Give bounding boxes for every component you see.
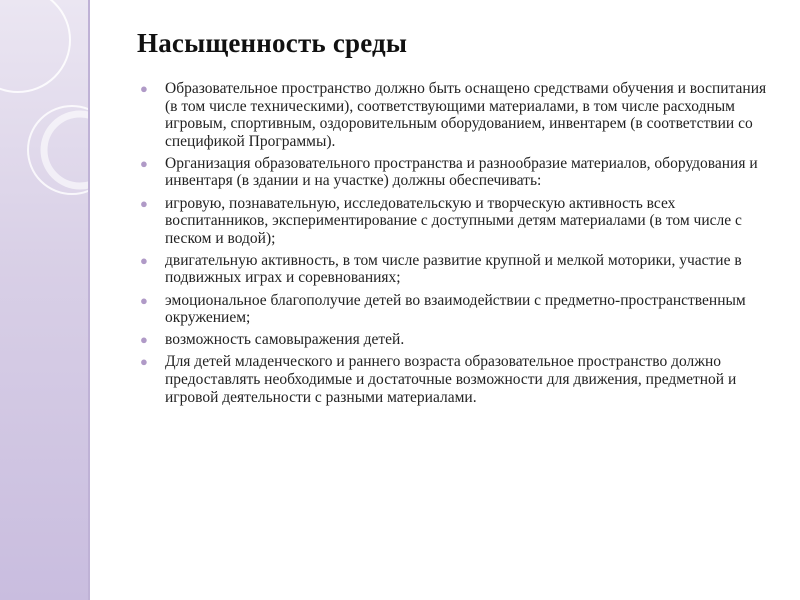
list-item xyxy=(137,292,777,327)
list-item-text: возможность самовыражения детей. xyxy=(165,331,405,349)
slide-title: Насыщенность среды xyxy=(137,28,408,58)
list-item xyxy=(137,252,777,287)
decorative-ring-middle xyxy=(44,114,90,186)
list-item-text: игровую, познавательную, исследовательскую и творческую активность всех воспитанников, экспериментирование с доступными детям материалами (в том числе с песком и водой); xyxy=(165,194,742,247)
decorative-circle-top xyxy=(0,0,70,92)
list-item-text: эмоциональное благополучие детей во взаимодействии с предметно-пространственным окружением; xyxy=(165,291,746,327)
list-item-text: двигательную активность, в том числе развитие крупной и мелкой моторики, участие в подвижных играх и соревнованиях; xyxy=(165,251,742,287)
bullet-icon: ● xyxy=(140,354,148,370)
list-item xyxy=(137,195,777,248)
list-item xyxy=(137,353,777,406)
list-item-text: Для детей младенческого и раннего возраста образовательное пространство должно предоставлять необходимые и достаточные возможности для движения, предметной и игровой деятельности с разными материалами. xyxy=(165,353,737,406)
decorative-circles xyxy=(0,0,90,600)
bullet-icon: ● xyxy=(140,252,148,268)
list-item xyxy=(137,155,777,190)
list-item xyxy=(137,331,777,349)
decorative-side-band xyxy=(0,0,90,600)
bullet-icon: ● xyxy=(140,292,148,308)
list-item-text: Образовательное пространство должно быть оснащено средствами обучения и воспитания (в том числе техническими), соответствующими материалами, в том числе расходным игровым, спортивным, оздоровительным оборудованием, инвентарем (в соответствии со спецификой Программы). xyxy=(165,80,767,150)
content-list xyxy=(137,80,777,411)
bullet-icon: ● xyxy=(140,332,148,348)
band-edge-divider xyxy=(88,0,90,600)
bullet-icon: ● xyxy=(140,195,148,211)
bullet-icon: ● xyxy=(140,81,148,96)
bullet-icon: ● xyxy=(140,155,148,171)
list-item xyxy=(137,80,777,150)
list-item-text: Организация образовательного пространства и разнообразие материалов, оборудования и инвентаря (в здании и на участке) должны обеспечивать: xyxy=(165,154,758,190)
